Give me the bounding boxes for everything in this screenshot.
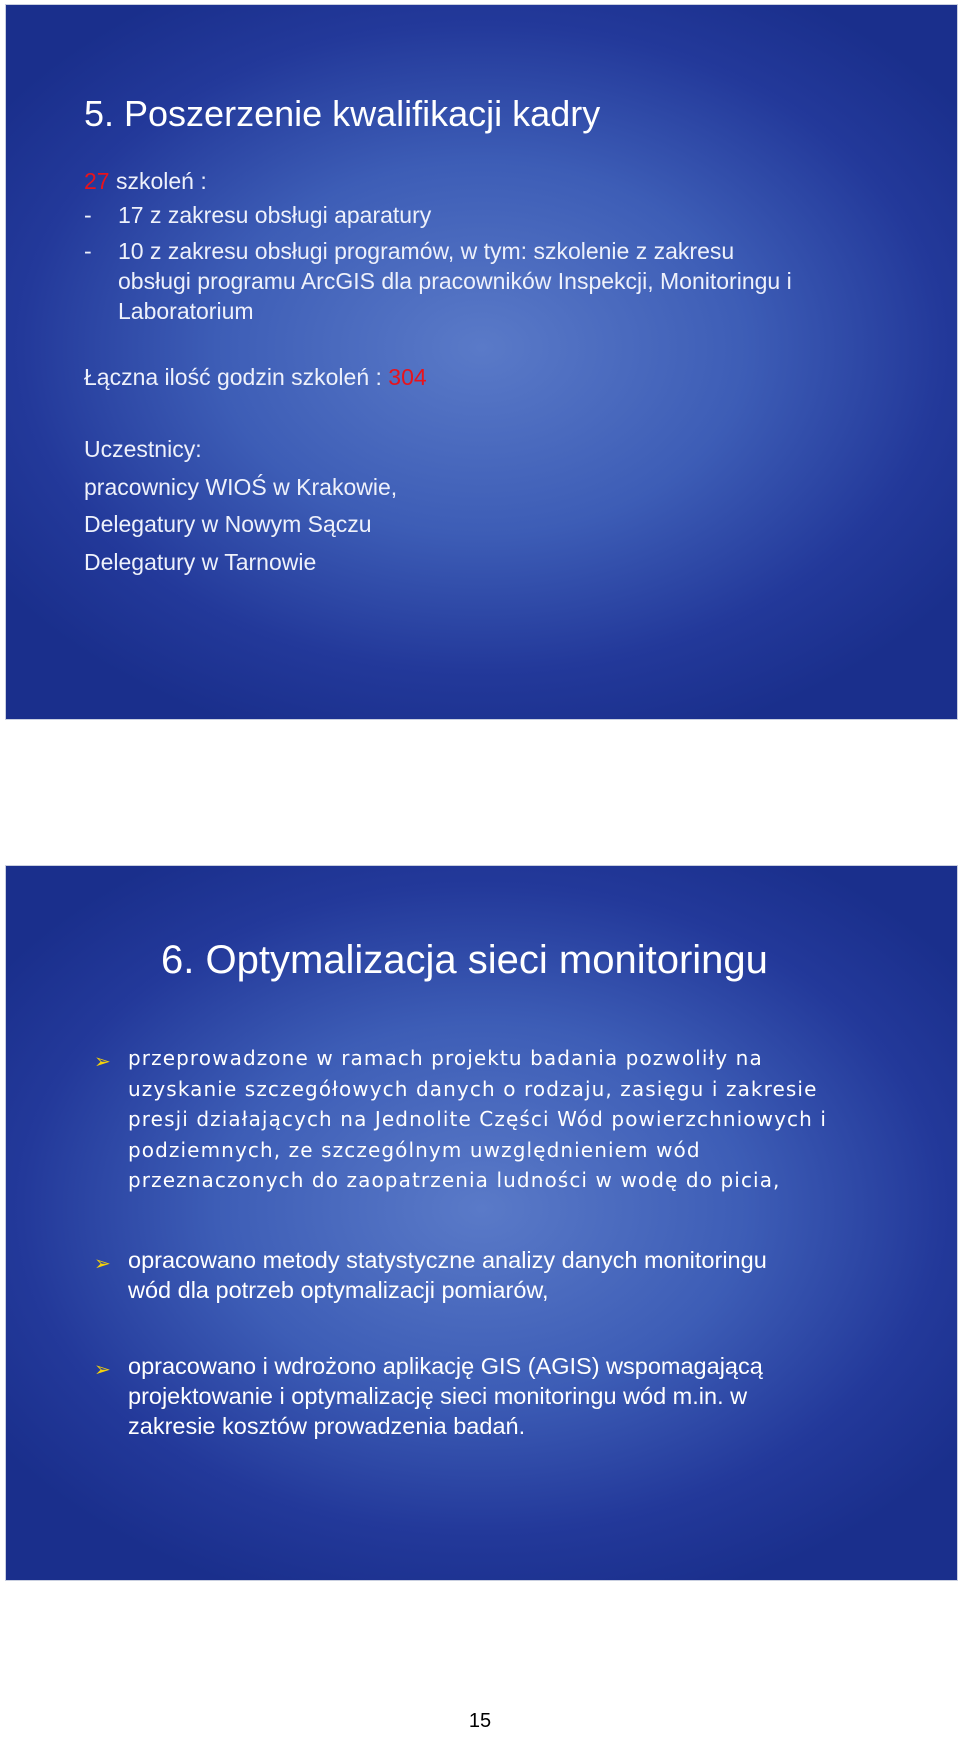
bullet-text [128,1351,884,1441]
list-item [84,235,734,267]
bullet-line: projektowanie i optymalizację sieci monitoringu wód m.in. w [128,1383,748,1409]
trainings-summary [84,165,207,197]
hours-value: 304 [388,364,427,390]
bullet-text [128,1043,884,1196]
bullet-line: uzyskanie szczegółowych danych o rodzaju, zasięgu i zakresie [128,1076,818,1101]
trainings-count: 27 [84,168,110,194]
list-item-continuation: obsługi programu ArcGIS dla pracowników Inspekcji, Monitoringu i [118,268,792,294]
bullet-text [128,1245,884,1305]
bullet-line: przeprowadzone w ramach projektu badania pozwoliły na [128,1046,763,1070]
bullet-line: podziemnych, ze szczególnym uwzględnieniem wód [128,1137,701,1162]
bullet-line: opracowano metody statystyczne analizy danych monitoringu [128,1247,767,1273]
bullet-item [94,1351,884,1441]
participants-heading: Uczestnicy: [84,436,202,462]
dash-marker: - [84,238,92,264]
list-item-text: 17 z zakresu obsługi aparatury [118,202,432,228]
list-item-continuation: Laboratorium [118,298,254,324]
slide-title: 5. Poszerzenie kwalifikacji kadry [84,93,601,134]
participant-line: Delegatury w Tarnowie [84,549,317,575]
bullet-item [94,1043,884,1196]
arrow-bullet-icon: ➢ [94,1253,111,1275]
arrow-bullet-icon: ➢ [94,1051,111,1073]
participant-line: Delegatury w Nowym Sączu [84,511,372,537]
dash-marker: - [84,202,92,228]
arrow-bullet-icon: ➢ [94,1359,111,1381]
list-item [84,199,431,231]
slide-5 [6,5,957,719]
slide-title: 6. Optymalizacja sieci monitoringu [161,938,768,982]
trainings-label: szkoleń : [109,168,207,194]
participant-line: pracownicy WIOŚ w Krakowie, [84,474,398,500]
bullet-line: opracowano i wdrożono aplikację GIS (AGIS) wspomagającą [128,1353,763,1379]
list-item-text: 10 z zakresu obsługi programów, w tym: szkolenie z zakresu [118,238,735,264]
slide-6 [6,866,957,1580]
page-number: 15 [468,1710,492,1732]
bullet-line: wód dla potrzeb optymalizacji pomiarów, [128,1277,549,1303]
bullet-item [94,1245,884,1305]
bullet-line: presji działających na Jednolite Części Wód powierzchniowych i [128,1107,827,1131]
hours-summary [84,361,427,393]
hours-label: Łączna ilość godzin szkoleń : [84,364,389,390]
bullet-line: przeznaczonych do zaopatrzenia ludności w wodę do picia, [128,1168,781,1192]
bullet-line: zakresie kosztów prowadzenia badań. [128,1413,526,1439]
